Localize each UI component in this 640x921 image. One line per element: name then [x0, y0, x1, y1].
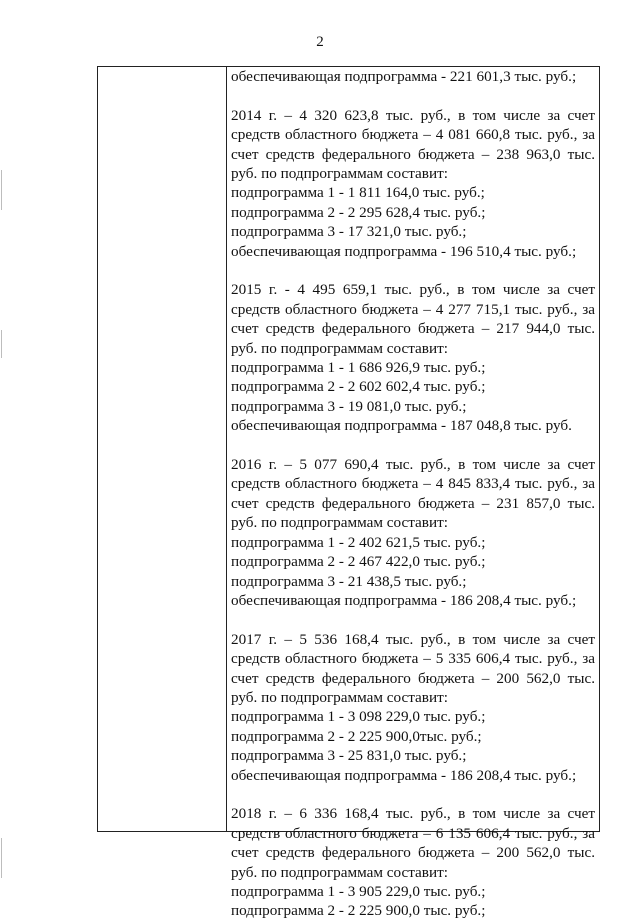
- year-line: подпрограмма 3 - 19 081,0 тыс. руб.;: [231, 397, 467, 415]
- year-block-2017: [231, 630, 595, 785]
- year-line: обеспечивающая подпрограмма - 196 510,4 тыс. руб.;: [231, 242, 577, 260]
- year-line: руб. по подпрограммам составит:: [231, 863, 448, 881]
- year-block-2015: [231, 280, 595, 435]
- year-line: руб. по подпрограммам составит:: [231, 688, 448, 706]
- year-line: 2018 г. – 6 336 168,4 тыс. руб., в том числе за счет: [231, 805, 595, 823]
- year-line: 2016 г. – 5 077 690,4 тыс. руб., в том числе за счет: [231, 456, 595, 474]
- year-line: подпрограмма 1 - 1 811 164,0 тыс. руб.;: [231, 184, 485, 202]
- year-line: подпрограмма 2 - 2 225 900,0тыс. руб.;: [231, 727, 482, 745]
- year-line: 2014 г. – 4 320 623,8 тыс. руб., в том числе за счет: [231, 106, 595, 124]
- lead-line: обеспечивающая подпрограмма - 221 601,3 тыс. руб.;: [231, 68, 577, 85]
- column-divider: [226, 66, 227, 832]
- year-line: подпрограмма 3 - 25 831,0 тыс. руб.;: [231, 747, 467, 765]
- year-line: подпрограмма 2 - 2 295 628,4 тыс. руб.;: [231, 203, 486, 221]
- year-line: руб. по подпрограммам составит:: [231, 339, 448, 357]
- year-line: подпрограмма 1 - 1 686 926,9 тыс. руб.;: [231, 359, 486, 377]
- scan-edge-mark: [1, 838, 2, 878]
- year-line: подпрограмма 3 - 17 321,0 тыс. руб.;: [231, 223, 467, 241]
- year-line: подпрограмма 3 - 21 438,5 тыс. руб.;: [231, 572, 467, 590]
- year-line: счет средств федерального бюджета – 231 857,0 тыс.: [231, 494, 595, 512]
- year-line: руб. по подпрограммам составит:: [231, 514, 448, 532]
- year-line: обеспечивающая подпрограмма - 186 208,4 тыс. руб.;: [231, 591, 577, 609]
- year-line: счет средств федерального бюджета – 238 963,0 тыс.: [231, 145, 595, 163]
- year-line: средств областного бюджета – 4 081 660,8 тыс. руб., за: [231, 126, 595, 144]
- year-line: счет средств федерального бюджета – 217 944,0 тыс.: [231, 320, 595, 338]
- year-line: подпрограмма 2 - 2 225 900,0 тыс. руб.;: [231, 902, 486, 920]
- year-line: средств областного бюджета – 6 135 606,4 тыс. руб., за: [231, 824, 595, 842]
- year-line: подпрограмма 1 - 2 402 621,5 тыс. руб.;: [231, 533, 486, 551]
- paragraph-gap: [231, 610, 595, 629]
- year-line: средств областного бюджета – 4 845 833,4 тыс. руб., за: [231, 475, 595, 493]
- paragraph-gap: [231, 86, 595, 105]
- year-line: руб. по подпрограммам составит:: [231, 165, 448, 183]
- funding-content-cell: [231, 67, 595, 921]
- year-line: 2015 г. - 4 495 659,1 тыс. руб., в том числе за счет: [231, 281, 595, 299]
- year-line: обеспечивающая подпрограмма - 187 048,8 тыс. руб.: [231, 417, 572, 435]
- scan-edge-mark: [1, 170, 2, 210]
- year-line: подпрограмма 2 - 2 467 422,0 тыс. руб.;: [231, 553, 486, 571]
- page-number: 2: [316, 34, 324, 50]
- paragraph-gap: [231, 785, 595, 804]
- year-line: подпрограмма 1 - 3 905 229,0 тыс. руб.;: [231, 882, 486, 900]
- paragraph-gap: [231, 261, 595, 280]
- year-line: подпрограмма 1 - 3 098 229,0 тыс. руб.;: [231, 708, 486, 726]
- paragraph-gap: [231, 436, 595, 455]
- year-block-2014: [231, 106, 595, 261]
- year-line: средств областного бюджета – 4 277 715,1 тыс. руб., за: [231, 300, 595, 318]
- scan-edge-mark: [1, 330, 2, 358]
- year-line: 2017 г. – 5 536 168,4 тыс. руб., в том числе за счет: [231, 630, 595, 648]
- year-line: обеспечивающая подпрограмма - 186 208,4 тыс. руб.;: [231, 766, 577, 784]
- year-line: счет средств федерального бюджета – 200 562,0 тыс.: [231, 844, 595, 862]
- year-block-2016: [231, 455, 595, 610]
- year-line: подпрограмма 2 - 2 602 602,4 тыс. руб.;: [231, 378, 486, 396]
- year-line: счет средств федерального бюджета – 200 562,0 тыс.: [231, 669, 595, 687]
- year-block-2018: [231, 804, 595, 920]
- year-line: средств областного бюджета – 5 335 606,4 тыс. руб., за: [231, 650, 595, 668]
